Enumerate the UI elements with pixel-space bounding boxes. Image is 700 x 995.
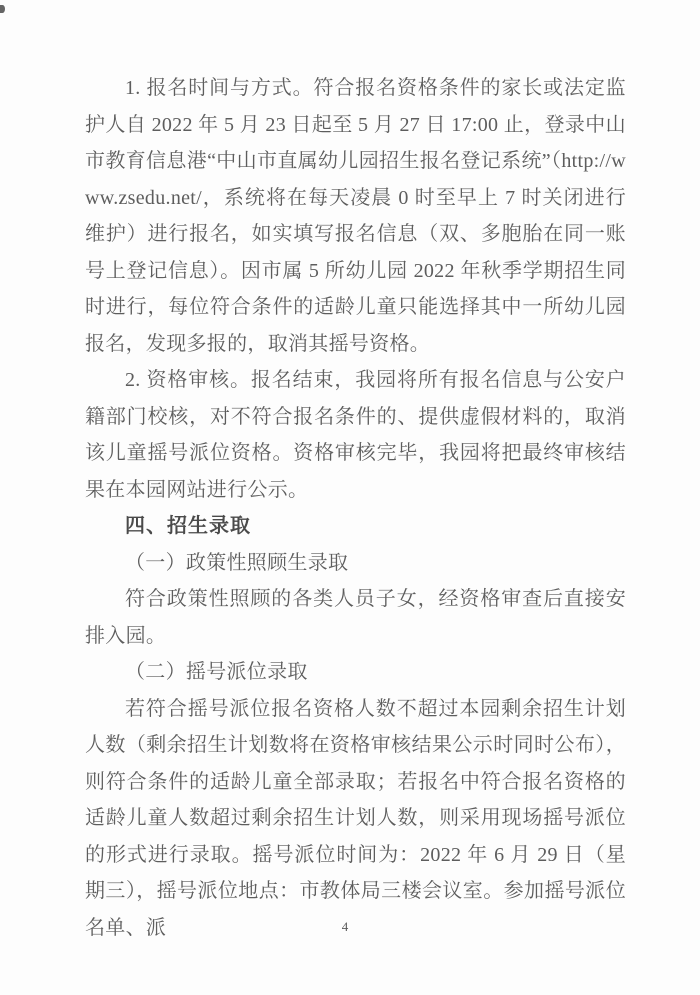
document-content bbox=[85, 70, 626, 946]
paragraph-qualification-review: 2. 资格审核。报名结束，我园将所有报名信息与公安户籍部门校核，对不符合报名条件的、提供虚假材料的，取消该儿童摇号派位资格。资格审核完毕，我园将把最终审核结果在本园网站进行公示。 bbox=[85, 369, 626, 501]
subheading-policy-care-admission: （一）政策性照顾生录取 bbox=[125, 551, 349, 574]
scan-artifact bbox=[0, 5, 5, 13]
paragraph-policy-care-children: 符合政策性照顾的各类人员子女，经资格审查后直接安排入园。 bbox=[85, 588, 626, 647]
paragraph-lottery-procedure: 若符合摇号派位报名资格人数不超过本园剩余招生计划人数（剩余招生计划数将在资格审核结果公示时同时公布），则符合条件的适龄儿童全部录取；若报名中符合报名资格的适龄儿童人数超过剩余招生计划人数，则采用现场摇号派位的形式进行录取。摇号派位时间为：2022 年 6 月 29 日（星期三），摇号派位地点：市教体局三楼会议室。参加摇号派位名单、派 bbox=[85, 697, 626, 939]
section-heading-enrollment-admission: 四、招生录取 bbox=[125, 515, 251, 537]
paragraph-registration-time-and-method: 1. 报名时间与方式。符合报名资格条件的家长或法定监护人自 2022 年 5 月 23 日起至 5 月 27 日 17:00 止，登录中山市教育信息港“中山市直属幼儿园招生报名登记系统”（http://www.zsedu.net/，系统将在每天凌晨 0 时至早上 7 时关闭进行维护）进行报名，如实填写报名信息（双、多胞胎在同一账号上登记信息）。因市属 5 所幼儿园 2022 年秋季学期招生同时进行，每位符合条件的适龄儿童只能选择其中一所幼儿园报名，发现多报的，取消其摇号资格。 bbox=[85, 77, 626, 355]
subheading-lottery-admission: （二）摇号派位录取 bbox=[125, 661, 308, 683]
page-number: 4 bbox=[341, 919, 349, 934]
